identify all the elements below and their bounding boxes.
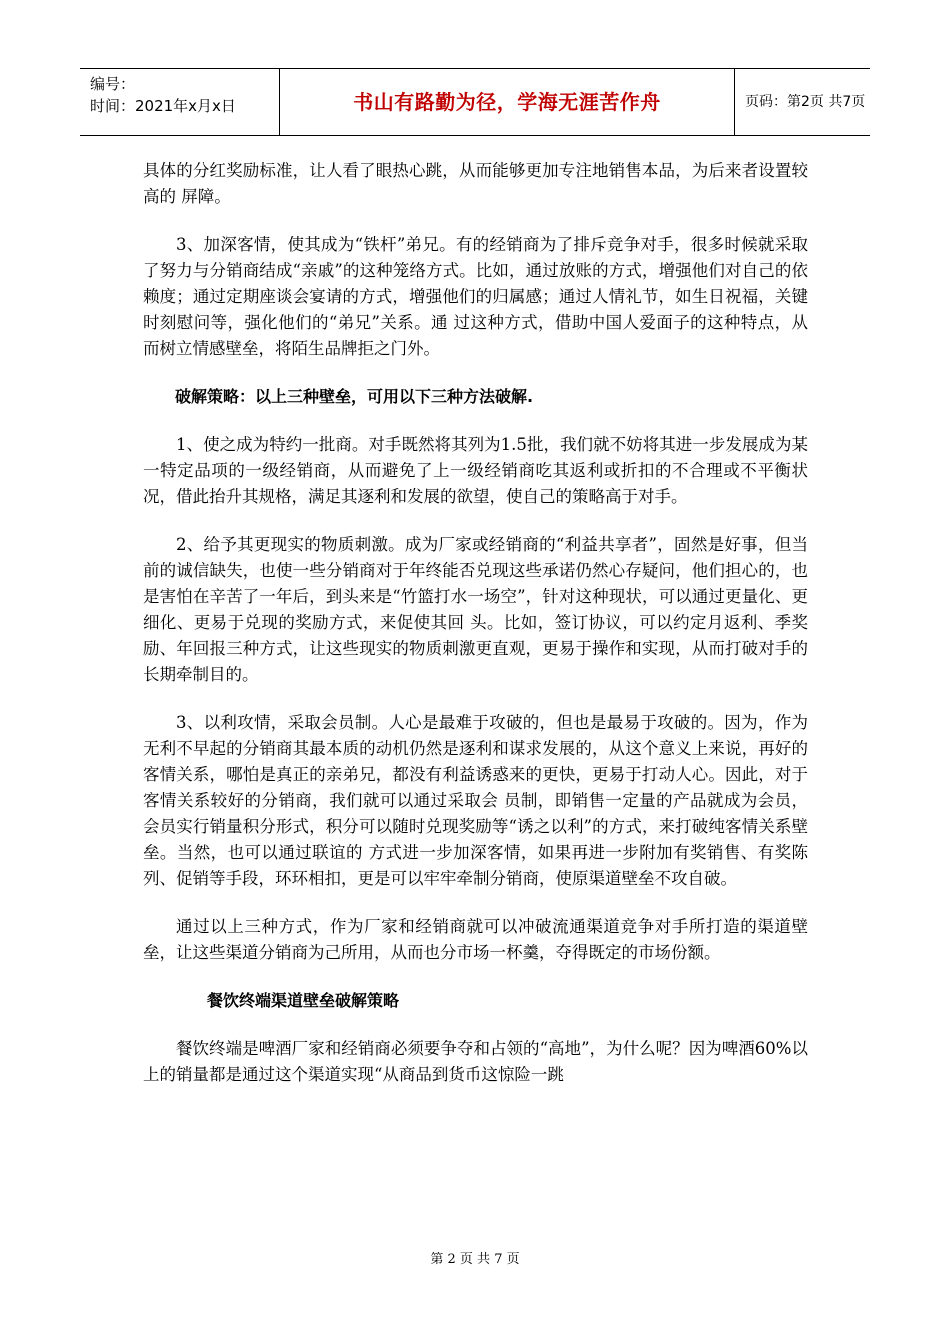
- header-page-code: 页码：第2页 共7页: [745, 94, 866, 110]
- page-footer: 第 2 页 共 7 页: [430, 1252, 520, 1267]
- header-table: [80, 68, 870, 136]
- section-heading-catering: 餐饮终端渠道壁垒破解策略: [207, 991, 400, 1010]
- paragraph-method-3: 3、以利攻情，采取会员制。人心是最难于攻破的，但也是最易于攻破的。因为，作为无利不早起的分销商其最本质的动机仍然是逐利和谋求发展的，从这个意义上来说，再好的客情关系，哪怕是真正的亲弟兄，都没有利益诱惑来的更快，更易于打动人心。因此，对于客情关系较好的分销商，我们就可以通过采取会 员制，即销售一定量的产品就成为会员，会员实行销量积分形式，积分可以随时兑现奖励等“诱之以利”的方式，来打破纯客情关系壁垒。当然，也可以通过联谊的 方式进一步加深客情，如果再进一步附加有奖销售、有奖陈列、促销等手段，环环相扣，更是可以牢牢牵制分销商，使原渠道壁垒不攻自破。: [143, 713, 808, 888]
- document-date: 时间：2021年x月x日: [90, 97, 236, 115]
- paragraph-catering: 餐饮终端是啤酒厂家和经销商必须要争夺和占领的“高地”，为什么呢？因为啤酒60%以上的销量都是通过这个渠道实现“从商品到货币这惊险一跳: [143, 1039, 808, 1084]
- paragraph-barrier-3: 3、加深客情，使其成为“铁杆”弟兄。有的经销商为了排斥竞争对手，很多时候就采取了努力与分销商结成“亲戚”的这种笼络方式。比如，通过放账的方式，增强他们对自己的依赖度；通过定期座谈会宴请的方式，增强他们的归属感；通过人情礼节，如生日祝福，关键时刻慰问等，强化他们的“弟兄”关系。通 过这种方式，借助中国人爱面子的这种特点，从而树立情感壁垒，将陌生品牌拒之门外。: [143, 235, 808, 358]
- header-motto: 书山有路勤为径，学海无涯苦作舟: [280, 69, 735, 135]
- paragraph-summary: 通过以上三种方式，作为厂家和经销商就可以冲破流通渠道竞争对手所打造的渠道壁垒，让这些渠道分销商为己所用，从而也分市场一杯羹，夺得既定的市场份额。: [143, 917, 808, 962]
- section-heading-strategy: 破解策略：以上三种壁垒，可用以下三种方法破解.: [175, 387, 534, 406]
- paragraph-continued: 具体的分红奖励标准，让人看了眼热心跳，从而能够更加专注地销售本品，为后来者设置较高的 屏障。: [143, 161, 808, 206]
- paragraph-method-1: 1、使之成为特约一批商。对手既然将其列为1.5批，我们就不妨将其进一步发展成为某一特定品项的一级经销商，从而避免了上一级经销商吃其返利或折扣的不合理或不平衡状况，借此抬升其规格，满足其逐利和发展的欲望，使自己的策略高于对手。: [143, 435, 808, 506]
- paragraph-method-2: 2、给予其更现实的物质刺激。成为厂家或经销商的“利益共享者”，固然是好事，但当前的诚信缺失，也使一些分销商对于年终能否兑现这些承诺仍然心存疑问，他们担心的，也是害怕在辛苦了一年后，到头来是“竹篮打水一场空”，针对这种现状，可以通过更量化、更细化、更易于兑现的奖励方式，来促使其回 头。比如，签订协议，可以约定月返利、季奖励、年回报三种方式，让这些现实的物质刺激更直观，更易于操作和实现，从而打破对手的长期牵制目的。: [143, 535, 808, 684]
- document-body: [143, 158, 808, 1110]
- header-meta: [80, 69, 280, 135]
- document-number-label: 编号：: [90, 75, 136, 93]
